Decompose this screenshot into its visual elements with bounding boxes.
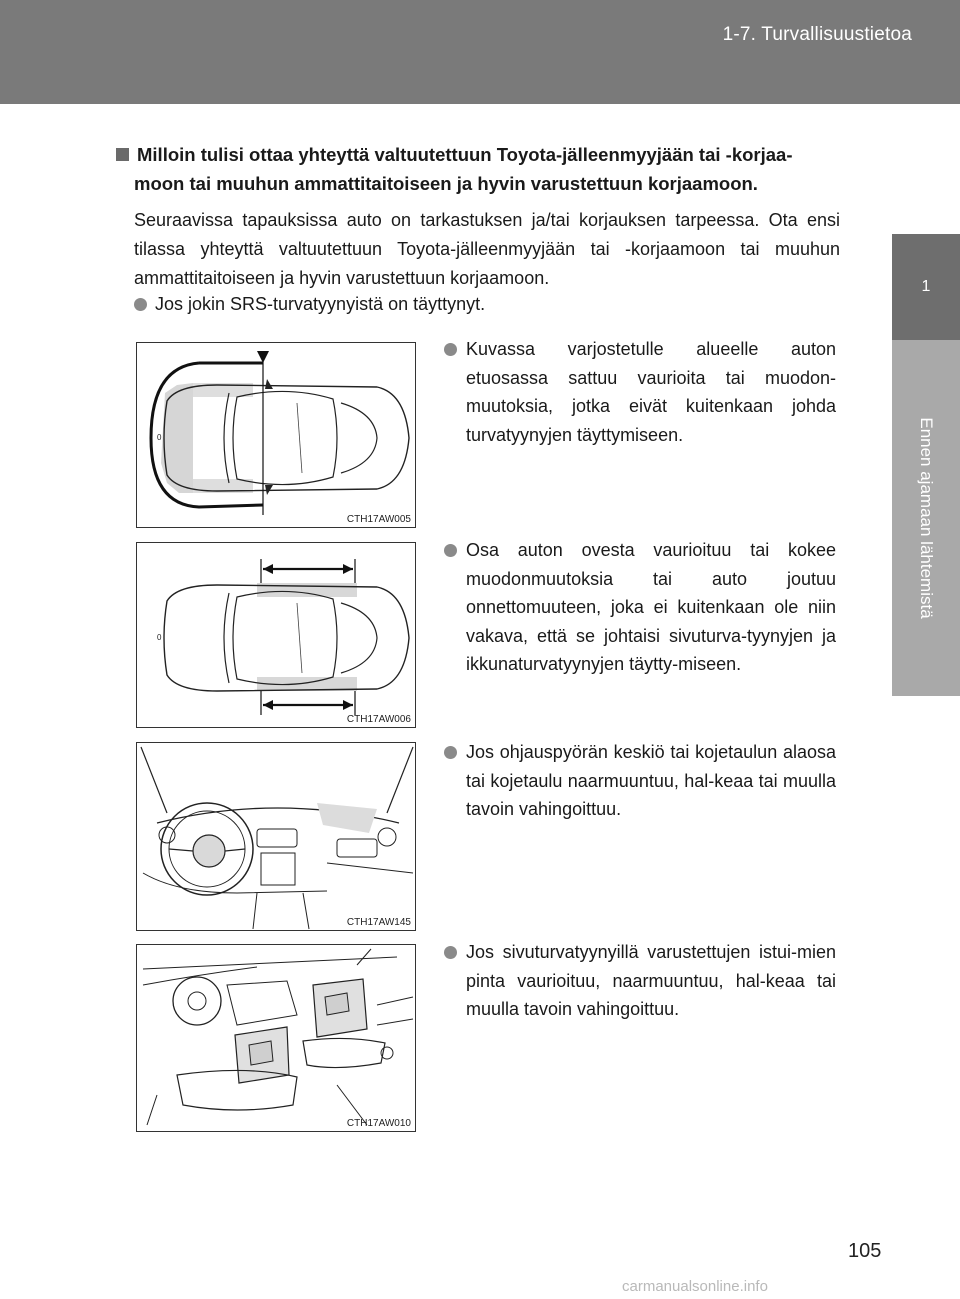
side-tab-spacer (892, 104, 960, 234)
square-bullet-icon (116, 148, 129, 161)
header-title: 1-7. Turvallisuustietoa (722, 24, 912, 45)
figure-seats (136, 944, 416, 1132)
svg-text:0: 0 (157, 433, 162, 442)
item-dashboard-damage (444, 738, 836, 824)
figure-code: CTH17AW145 (346, 917, 411, 928)
header-bar (0, 0, 960, 104)
figure-code: CTH17AW010 (346, 1118, 411, 1129)
bullet-dot-icon (444, 946, 457, 959)
item-front-damage (444, 335, 836, 449)
figure-front-damage (136, 342, 416, 528)
car-top-side-illustration (137, 543, 416, 728)
figure-side-damage (136, 542, 416, 728)
car-top-front-illustration (137, 343, 416, 528)
dashboard-illustration (137, 743, 416, 931)
bullet-dot-icon (444, 343, 457, 356)
figure-code: CTH17AW005 (346, 514, 411, 525)
page-number: 105 (848, 1240, 882, 1262)
chapter-number: 1 (921, 278, 931, 295)
footer-watermark: carmanualsonline.info (622, 1278, 768, 1295)
item-text: Osa auton ovesta vaurioituu tai kokee muodonmuutoksia tai auto joutuu onnettomuuteen, joka ei kuitenkaan ole niin vakava, että se johtaisi sivuturva-tyynyjen ja ikkunaturvatyynyjen täytty-miseen. (466, 540, 836, 674)
item-text: Kuvassa varjostetulle alueelle auton etuosassa sattuu vaurioita tai muodon-muutoksia, jotka eivät kuitenkaan johda turvatyynyjen täyttymiseen. (466, 339, 836, 445)
chapter-title: Ennen ajamaan lähtemistä (917, 417, 936, 619)
seats-illustration (137, 945, 416, 1132)
main-bullet (134, 290, 485, 319)
main-bullet-text: Jos jokin SRS-turvatyynyistä on täyttynyt. (155, 294, 486, 314)
intro-paragraph: Seuraavissa tapauksissa auto on tarkastuksen ja/tai korjauksen tarpeessa. Ota ensi tilassa yhteyttä valtuutettuun Toyota-jälleenmyyjään tai -korjaamoon tai muuhun ammattitaitoiseen ja hyvin varustettuun korjaamoon. (134, 210, 840, 288)
item-seat-damage (444, 938, 836, 1024)
svg-text:0: 0 (157, 633, 162, 642)
section-heading-line2: moon tai muuhun ammattitaitoiseen ja hyvin varustettuun korjaamoon. (134, 173, 758, 194)
item-text: Jos sivuturvatyynyillä varustettujen istui-mien pinta vaurioituu, naarmuuntuu, hal-keaa tai muulla tavoin vahingoittuu. (466, 942, 836, 1019)
section-heading (116, 140, 844, 198)
bullet-dot-icon (444, 746, 457, 759)
bullet-dot-icon (444, 544, 457, 557)
bullet-dot-icon (134, 298, 147, 311)
item-text: Jos ohjauspyörän keskiö tai kojetaulun alaosa tai kojetaulu naarmuuntuu, hal-keaa tai muulla tavoin vahingoittuu. (466, 742, 836, 819)
figure-dashboard (136, 742, 416, 931)
item-side-damage (444, 536, 836, 679)
figure-code: CTH17AW006 (346, 714, 411, 725)
section-heading-line1: Milloin tulisi ottaa yhteyttä valtuutettuun Toyota-jälleenmyyjään tai -korjaa- (137, 144, 793, 165)
